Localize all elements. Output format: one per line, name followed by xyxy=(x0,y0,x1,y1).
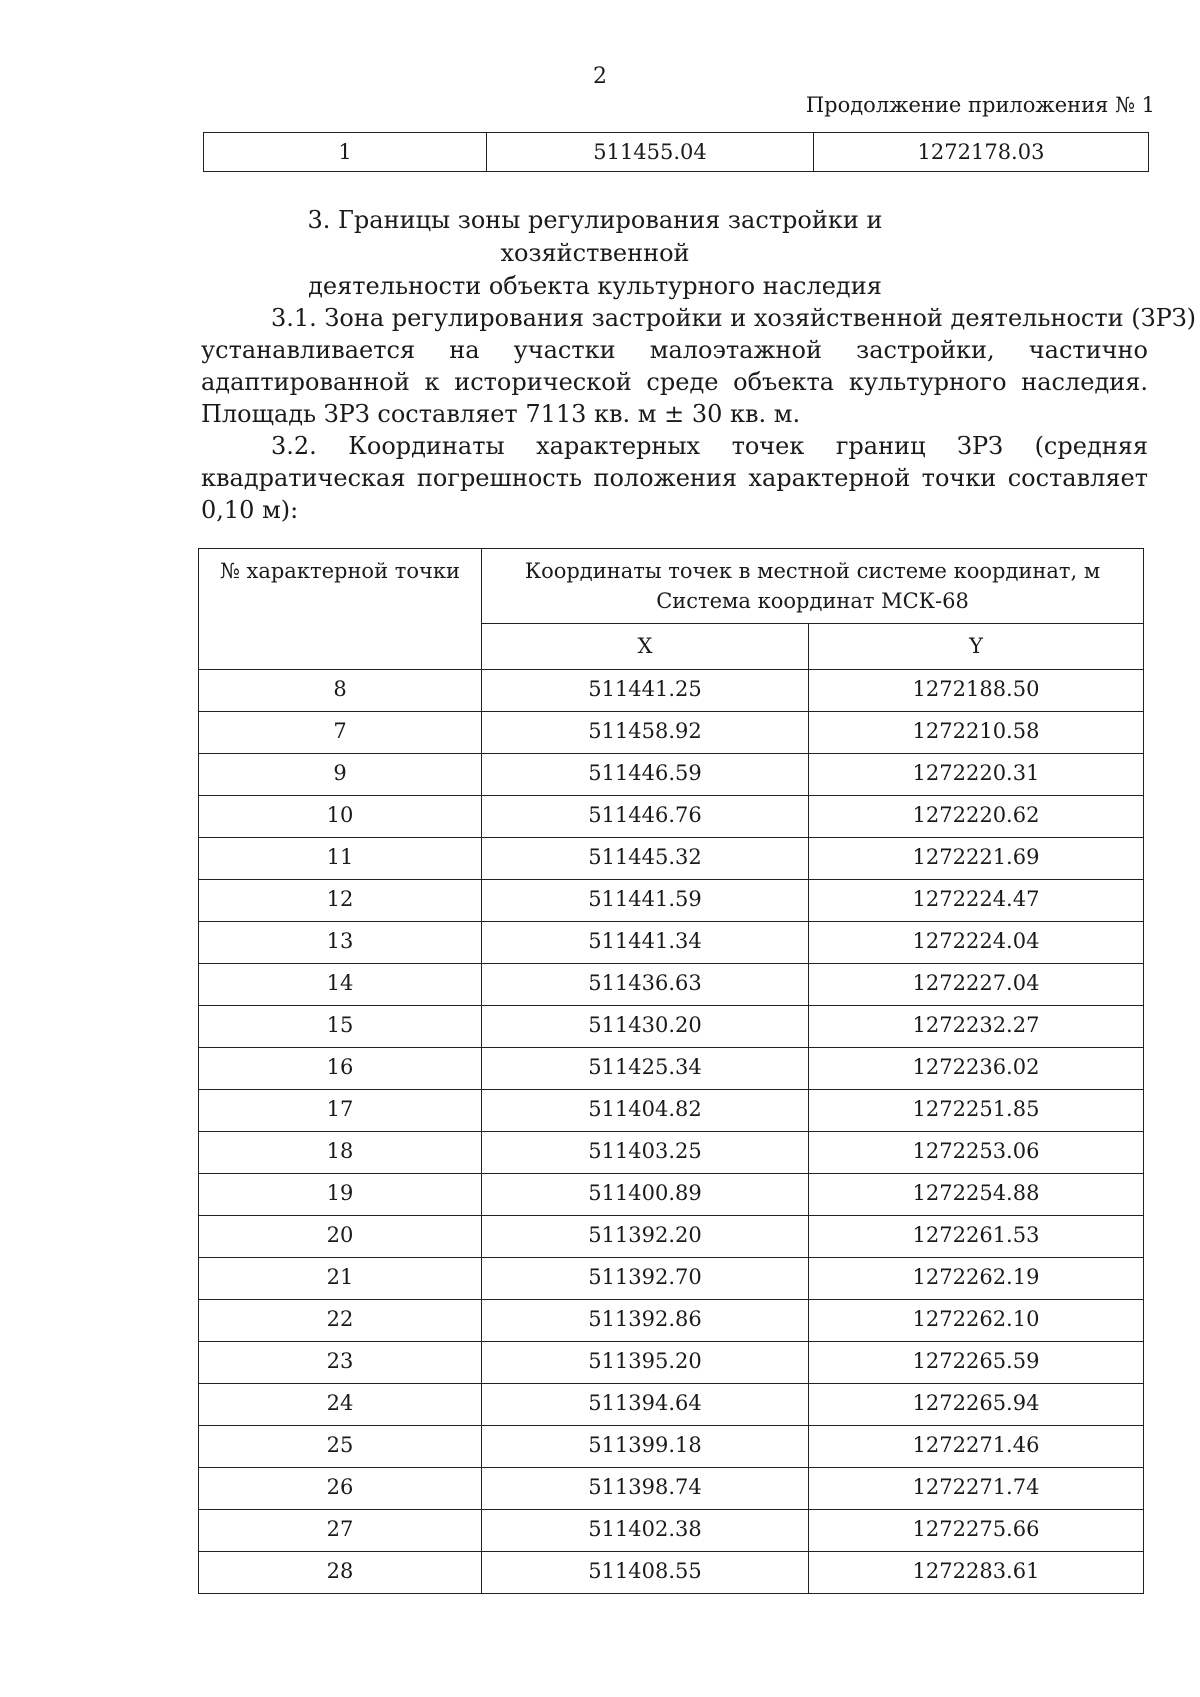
section-title xyxy=(250,204,940,303)
point-number-cell: 19 xyxy=(199,1174,482,1216)
point-number-cell: 18 xyxy=(199,1132,482,1174)
paragraph-3-2 xyxy=(201,430,1148,526)
paragraph-line: квадратическая погрешность положения характерной точки составляет xyxy=(201,464,1148,492)
y-coordinate-cell: 1272254.88 xyxy=(809,1174,1144,1216)
table-row xyxy=(199,796,1144,838)
table-row xyxy=(199,1342,1144,1384)
x-coordinate-cell: 511430.20 xyxy=(482,1006,809,1048)
x-coordinate-cell: 511441.25 xyxy=(482,670,809,712)
y-coordinate-cell: 1272271.46 xyxy=(809,1426,1144,1468)
table-row xyxy=(199,880,1144,922)
point-number-cell: 27 xyxy=(199,1510,482,1552)
x-coordinate-cell: 511392.86 xyxy=(482,1300,809,1342)
y-coordinate-cell: 1272188.50 xyxy=(809,670,1144,712)
table-row xyxy=(204,133,1149,172)
header-coordinates-line-1: Координаты точек в местной системе координат, м xyxy=(524,558,1101,583)
x-coordinate-cell: 511441.34 xyxy=(482,922,809,964)
x-coordinate-cell: 511400.89 xyxy=(482,1174,809,1216)
x-coordinate-cell: 511403.25 xyxy=(482,1132,809,1174)
y-coordinate-cell: 1272275.66 xyxy=(809,1510,1144,1552)
x-coordinate-cell: 511458.92 xyxy=(482,712,809,754)
paragraph-line: адаптированной к исторической среде объекта культурного наследия. xyxy=(201,368,1148,396)
table-row xyxy=(199,1132,1144,1174)
header-point-number: № характерной точки xyxy=(199,549,482,670)
table-row xyxy=(199,922,1144,964)
point-number-cell: 1 xyxy=(204,133,487,172)
table-row xyxy=(199,712,1144,754)
paragraph-line: Площадь ЗРЗ составляет 7113 кв. м ± 30 кв. м. xyxy=(201,400,801,428)
table-row xyxy=(199,1510,1144,1552)
x-coordinate-cell: 511446.76 xyxy=(482,796,809,838)
point-number-cell: 10 xyxy=(199,796,482,838)
x-coordinate-cell: 511392.70 xyxy=(482,1258,809,1300)
coordinates-table xyxy=(198,548,1144,1594)
table-header-row xyxy=(199,549,1144,624)
y-coordinate-cell: 1272251.85 xyxy=(809,1090,1144,1132)
point-number-cell: 22 xyxy=(199,1300,482,1342)
point-number-cell: 20 xyxy=(199,1216,482,1258)
y-coordinate-cell: 1272210.58 xyxy=(809,712,1144,754)
appendix-continuation-label: Продолжение приложения № 1 xyxy=(805,93,1155,117)
y-coordinate-cell: 1272265.94 xyxy=(809,1384,1144,1426)
point-number-cell: 13 xyxy=(199,922,482,964)
header-x: X xyxy=(482,623,809,669)
table-row xyxy=(199,1300,1144,1342)
y-coordinate-cell: 1272236.02 xyxy=(809,1048,1144,1090)
x-coordinate-cell: 511402.38 xyxy=(482,1510,809,1552)
table-row xyxy=(199,1048,1144,1090)
point-number-cell: 11 xyxy=(199,838,482,880)
table-row xyxy=(199,1090,1144,1132)
y-coordinate-cell: 1272262.19 xyxy=(809,1258,1144,1300)
point-number-cell: 23 xyxy=(199,1342,482,1384)
header-y: Y xyxy=(809,623,1144,669)
y-coordinate-cell: 1272283.61 xyxy=(809,1552,1144,1594)
y-coordinate-cell: 1272262.10 xyxy=(809,1300,1144,1342)
y-coordinate-cell: 1272178.03 xyxy=(814,133,1149,172)
table-row xyxy=(199,1006,1144,1048)
x-coordinate-cell: 511408.55 xyxy=(482,1552,809,1594)
x-coordinate-cell: 511399.18 xyxy=(482,1426,809,1468)
y-coordinate-cell: 1272232.27 xyxy=(809,1006,1144,1048)
paragraph-3-1 xyxy=(201,302,1197,430)
table-row xyxy=(199,1258,1144,1300)
y-coordinate-cell: 1272220.62 xyxy=(809,796,1144,838)
x-coordinate-cell: 511445.32 xyxy=(482,838,809,880)
table-row xyxy=(199,838,1144,880)
point-number-cell: 12 xyxy=(199,880,482,922)
header-coordinates-line-2: Система координат МСК-68 xyxy=(656,588,969,613)
y-coordinate-cell: 1272265.59 xyxy=(809,1342,1144,1384)
x-coordinate-cell: 511441.59 xyxy=(482,880,809,922)
paragraph-line: 3.2. Координаты характерных точек границ ЗРЗ (средняя xyxy=(271,432,1148,460)
point-number-cell: 16 xyxy=(199,1048,482,1090)
paragraph-line: 3.1. Зона регулирования застройки и хозяйственной деятельности (ЗРЗ) xyxy=(271,304,1197,332)
point-number-cell: 15 xyxy=(199,1006,482,1048)
point-number-cell: 17 xyxy=(199,1090,482,1132)
x-coordinate-cell: 511425.34 xyxy=(482,1048,809,1090)
x-coordinate-cell: 511394.64 xyxy=(482,1384,809,1426)
table-row xyxy=(199,754,1144,796)
y-coordinate-cell: 1272227.04 xyxy=(809,964,1144,1006)
table-row xyxy=(199,1426,1144,1468)
section-title-line-1: 3. Границы зоны регулирования застройки и хозяйственной xyxy=(307,206,883,267)
table-row xyxy=(199,1174,1144,1216)
y-coordinate-cell: 1272271.74 xyxy=(809,1468,1144,1510)
table-row xyxy=(199,1384,1144,1426)
table-row xyxy=(199,1468,1144,1510)
y-coordinate-cell: 1272224.47 xyxy=(809,880,1144,922)
y-coordinate-cell: 1272253.06 xyxy=(809,1132,1144,1174)
y-coordinate-cell: 1272224.04 xyxy=(809,922,1144,964)
y-coordinate-cell: 1272221.69 xyxy=(809,838,1144,880)
table-row xyxy=(199,1552,1144,1594)
x-coordinate-cell: 511395.20 xyxy=(482,1342,809,1384)
point-number-cell: 24 xyxy=(199,1384,482,1426)
continued-coordinates-table xyxy=(203,132,1149,172)
x-coordinate-cell: 511455.04 xyxy=(487,133,814,172)
paragraph-line: устанавливается на участки малоэтажной застройки, частично xyxy=(201,336,1148,364)
x-coordinate-cell: 511446.59 xyxy=(482,754,809,796)
x-coordinate-cell: 511436.63 xyxy=(482,964,809,1006)
point-number-cell: 14 xyxy=(199,964,482,1006)
y-coordinate-cell: 1272261.53 xyxy=(809,1216,1144,1258)
point-number-cell: 28 xyxy=(199,1552,482,1594)
y-coordinate-cell: 1272220.31 xyxy=(809,754,1144,796)
table-row xyxy=(199,1216,1144,1258)
x-coordinate-cell: 511404.82 xyxy=(482,1090,809,1132)
point-number-cell: 8 xyxy=(199,670,482,712)
point-number-cell: 25 xyxy=(199,1426,482,1468)
point-number-cell: 26 xyxy=(199,1468,482,1510)
point-number-cell: 7 xyxy=(199,712,482,754)
section-title-line-2: деятельности объекта культурного наследия xyxy=(308,272,882,300)
x-coordinate-cell: 511392.20 xyxy=(482,1216,809,1258)
point-number-cell: 9 xyxy=(199,754,482,796)
page-number: 2 xyxy=(593,64,607,89)
table-row xyxy=(199,964,1144,1006)
x-coordinate-cell: 511398.74 xyxy=(482,1468,809,1510)
table-row xyxy=(199,670,1144,712)
point-number-cell: 21 xyxy=(199,1258,482,1300)
header-coordinates xyxy=(482,549,1144,624)
paragraph-line: 0,10 м): xyxy=(201,496,299,524)
